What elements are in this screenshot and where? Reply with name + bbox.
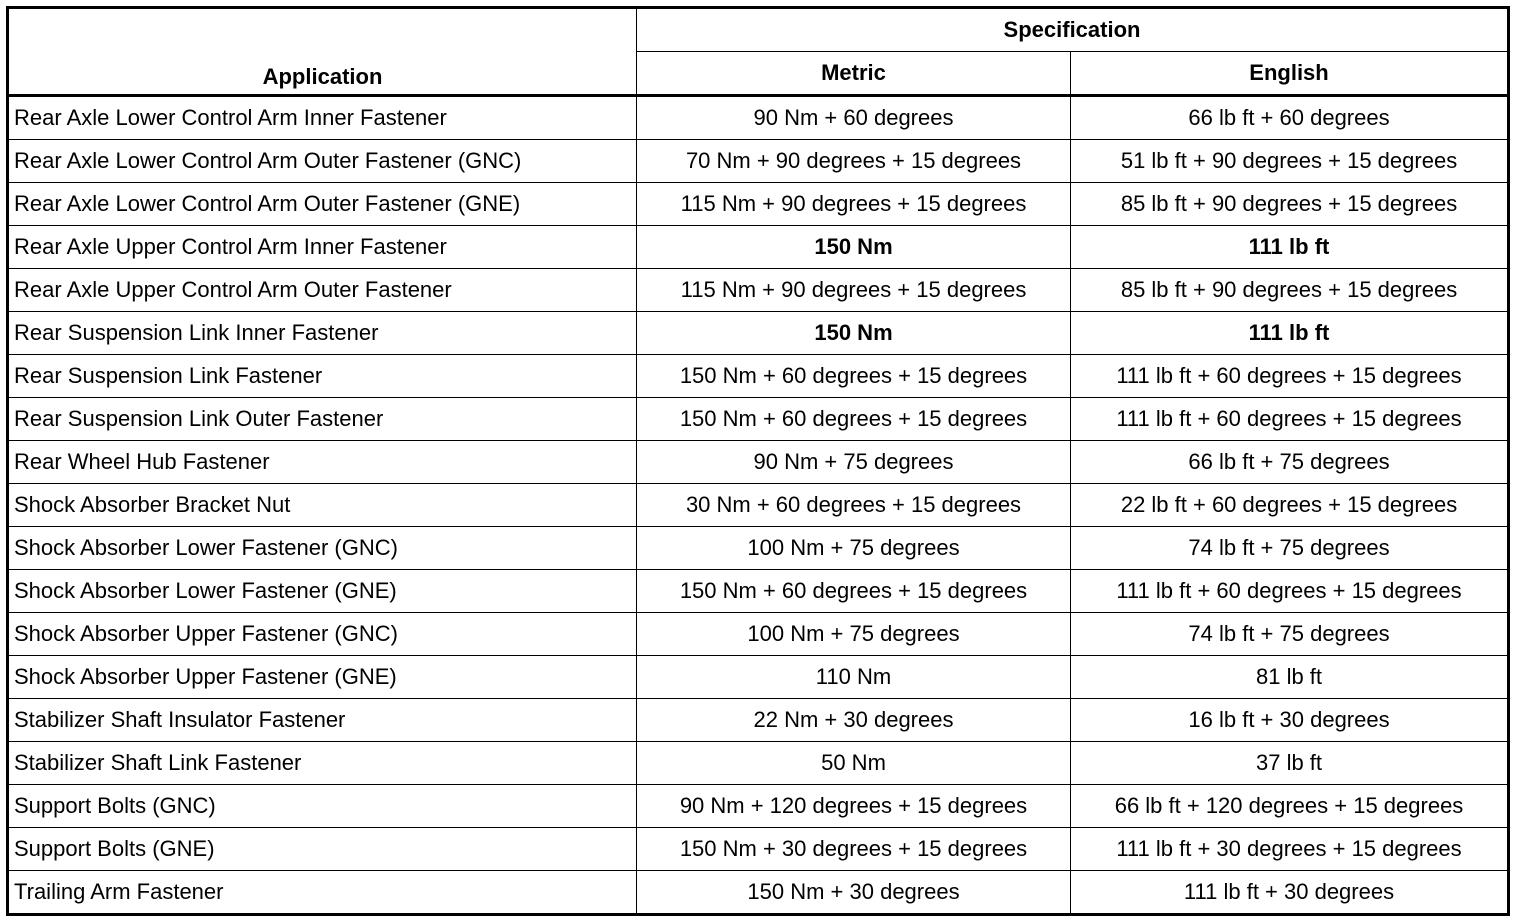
metric-header: Metric (637, 52, 1071, 96)
table-row (8, 570, 1509, 613)
metric-cell: 50 Nm (637, 742, 1071, 785)
application-cell: Shock Absorber Upper Fastener (GNE) (8, 656, 637, 699)
application-cell: Support Bolts (GNC) (8, 785, 637, 828)
table-row (8, 699, 1509, 742)
english-cell: 74 lb ft + 75 degrees (1071, 527, 1509, 570)
application-cell: Stabilizer Shaft Insulator Fastener (8, 699, 637, 742)
application-cell: Rear Wheel Hub Fastener (8, 441, 637, 484)
metric-cell: 150 Nm + 30 degrees + 15 degrees (637, 828, 1071, 871)
english-cell: 16 lb ft + 30 degrees (1071, 699, 1509, 742)
metric-cell: 100 Nm + 75 degrees (637, 527, 1071, 570)
english-header: English (1071, 52, 1509, 96)
table-row (8, 226, 1509, 269)
application-header: Application (8, 8, 637, 96)
metric-cell: 90 Nm + 120 degrees + 15 degrees (637, 785, 1071, 828)
table-row (8, 656, 1509, 699)
application-cell: Rear Suspension Link Inner Fastener (8, 312, 637, 355)
english-cell: 66 lb ft + 75 degrees (1071, 441, 1509, 484)
metric-cell: 150 Nm (637, 226, 1071, 269)
table-row (8, 871, 1509, 915)
metric-cell: 150 Nm + 60 degrees + 15 degrees (637, 355, 1071, 398)
table-row (8, 484, 1509, 527)
english-cell: 51 lb ft + 90 degrees + 15 degrees (1071, 140, 1509, 183)
application-cell: Support Bolts (GNE) (8, 828, 637, 871)
english-cell: 74 lb ft + 75 degrees (1071, 613, 1509, 656)
table-row (8, 140, 1509, 183)
english-cell: 37 lb ft (1071, 742, 1509, 785)
application-cell: Shock Absorber Lower Fastener (GNC) (8, 527, 637, 570)
metric-cell: 150 Nm + 30 degrees (637, 871, 1071, 915)
application-cell: Stabilizer Shaft Link Fastener (8, 742, 637, 785)
table-row (8, 785, 1509, 828)
english-cell: 66 lb ft + 60 degrees (1071, 96, 1509, 140)
english-cell: 85 lb ft + 90 degrees + 15 degrees (1071, 269, 1509, 312)
english-cell: 85 lb ft + 90 degrees + 15 degrees (1071, 183, 1509, 226)
english-cell: 111 lb ft + 30 degrees (1071, 871, 1509, 915)
table-row (8, 828, 1509, 871)
table-row (8, 527, 1509, 570)
metric-cell: 150 Nm + 60 degrees + 15 degrees (637, 570, 1071, 613)
application-cell: Shock Absorber Upper Fastener (GNC) (8, 613, 637, 656)
english-cell: 111 lb ft + 60 degrees + 15 degrees (1071, 570, 1509, 613)
application-cell: Rear Axle Lower Control Arm Outer Fastener (GNE) (8, 183, 637, 226)
metric-cell: 70 Nm + 90 degrees + 15 degrees (637, 140, 1071, 183)
application-cell: Rear Axle Upper Control Arm Inner Fastener (8, 226, 637, 269)
table-row (8, 742, 1509, 785)
english-cell: 81 lb ft (1071, 656, 1509, 699)
specification-header: Specification (637, 8, 1509, 52)
table-row (8, 441, 1509, 484)
table-row (8, 183, 1509, 226)
application-cell: Rear Suspension Link Fastener (8, 355, 637, 398)
english-cell: 66 lb ft + 120 degrees + 15 degrees (1071, 785, 1509, 828)
english-cell: 111 lb ft + 60 degrees + 15 degrees (1071, 355, 1509, 398)
application-cell: Shock Absorber Lower Fastener (GNE) (8, 570, 637, 613)
english-cell: 111 lb ft + 30 degrees + 15 degrees (1071, 828, 1509, 871)
metric-cell: 30 Nm + 60 degrees + 15 degrees (637, 484, 1071, 527)
metric-cell: 115 Nm + 90 degrees + 15 degrees (637, 269, 1071, 312)
metric-cell: 115 Nm + 90 degrees + 15 degrees (637, 183, 1071, 226)
application-cell: Rear Axle Upper Control Arm Outer Fastener (8, 269, 637, 312)
metric-cell: 150 Nm (637, 312, 1071, 355)
english-cell: 111 lb ft (1071, 312, 1509, 355)
table-row (8, 355, 1509, 398)
english-cell: 22 lb ft + 60 degrees + 15 degrees (1071, 484, 1509, 527)
application-cell: Shock Absorber Bracket Nut (8, 484, 637, 527)
english-cell: 111 lb ft (1071, 226, 1509, 269)
metric-cell: 90 Nm + 75 degrees (637, 441, 1071, 484)
table-row (8, 96, 1509, 140)
application-cell: Rear Axle Lower Control Arm Outer Fastener (GNC) (8, 140, 637, 183)
metric-cell: 22 Nm + 30 degrees (637, 699, 1071, 742)
table-row (8, 312, 1509, 355)
torque-spec-table (6, 6, 1510, 916)
metric-cell: 150 Nm + 60 degrees + 15 degrees (637, 398, 1071, 441)
english-cell: 111 lb ft + 60 degrees + 15 degrees (1071, 398, 1509, 441)
application-cell: Trailing Arm Fastener (8, 871, 637, 915)
application-cell: Rear Suspension Link Outer Fastener (8, 398, 637, 441)
application-cell: Rear Axle Lower Control Arm Inner Fastener (8, 96, 637, 140)
metric-cell: 100 Nm + 75 degrees (637, 613, 1071, 656)
table-row (8, 613, 1509, 656)
table-row (8, 269, 1509, 312)
table-body (8, 96, 1509, 915)
metric-cell: 110 Nm (637, 656, 1071, 699)
table-row (8, 398, 1509, 441)
metric-cell: 90 Nm + 60 degrees (637, 96, 1071, 140)
